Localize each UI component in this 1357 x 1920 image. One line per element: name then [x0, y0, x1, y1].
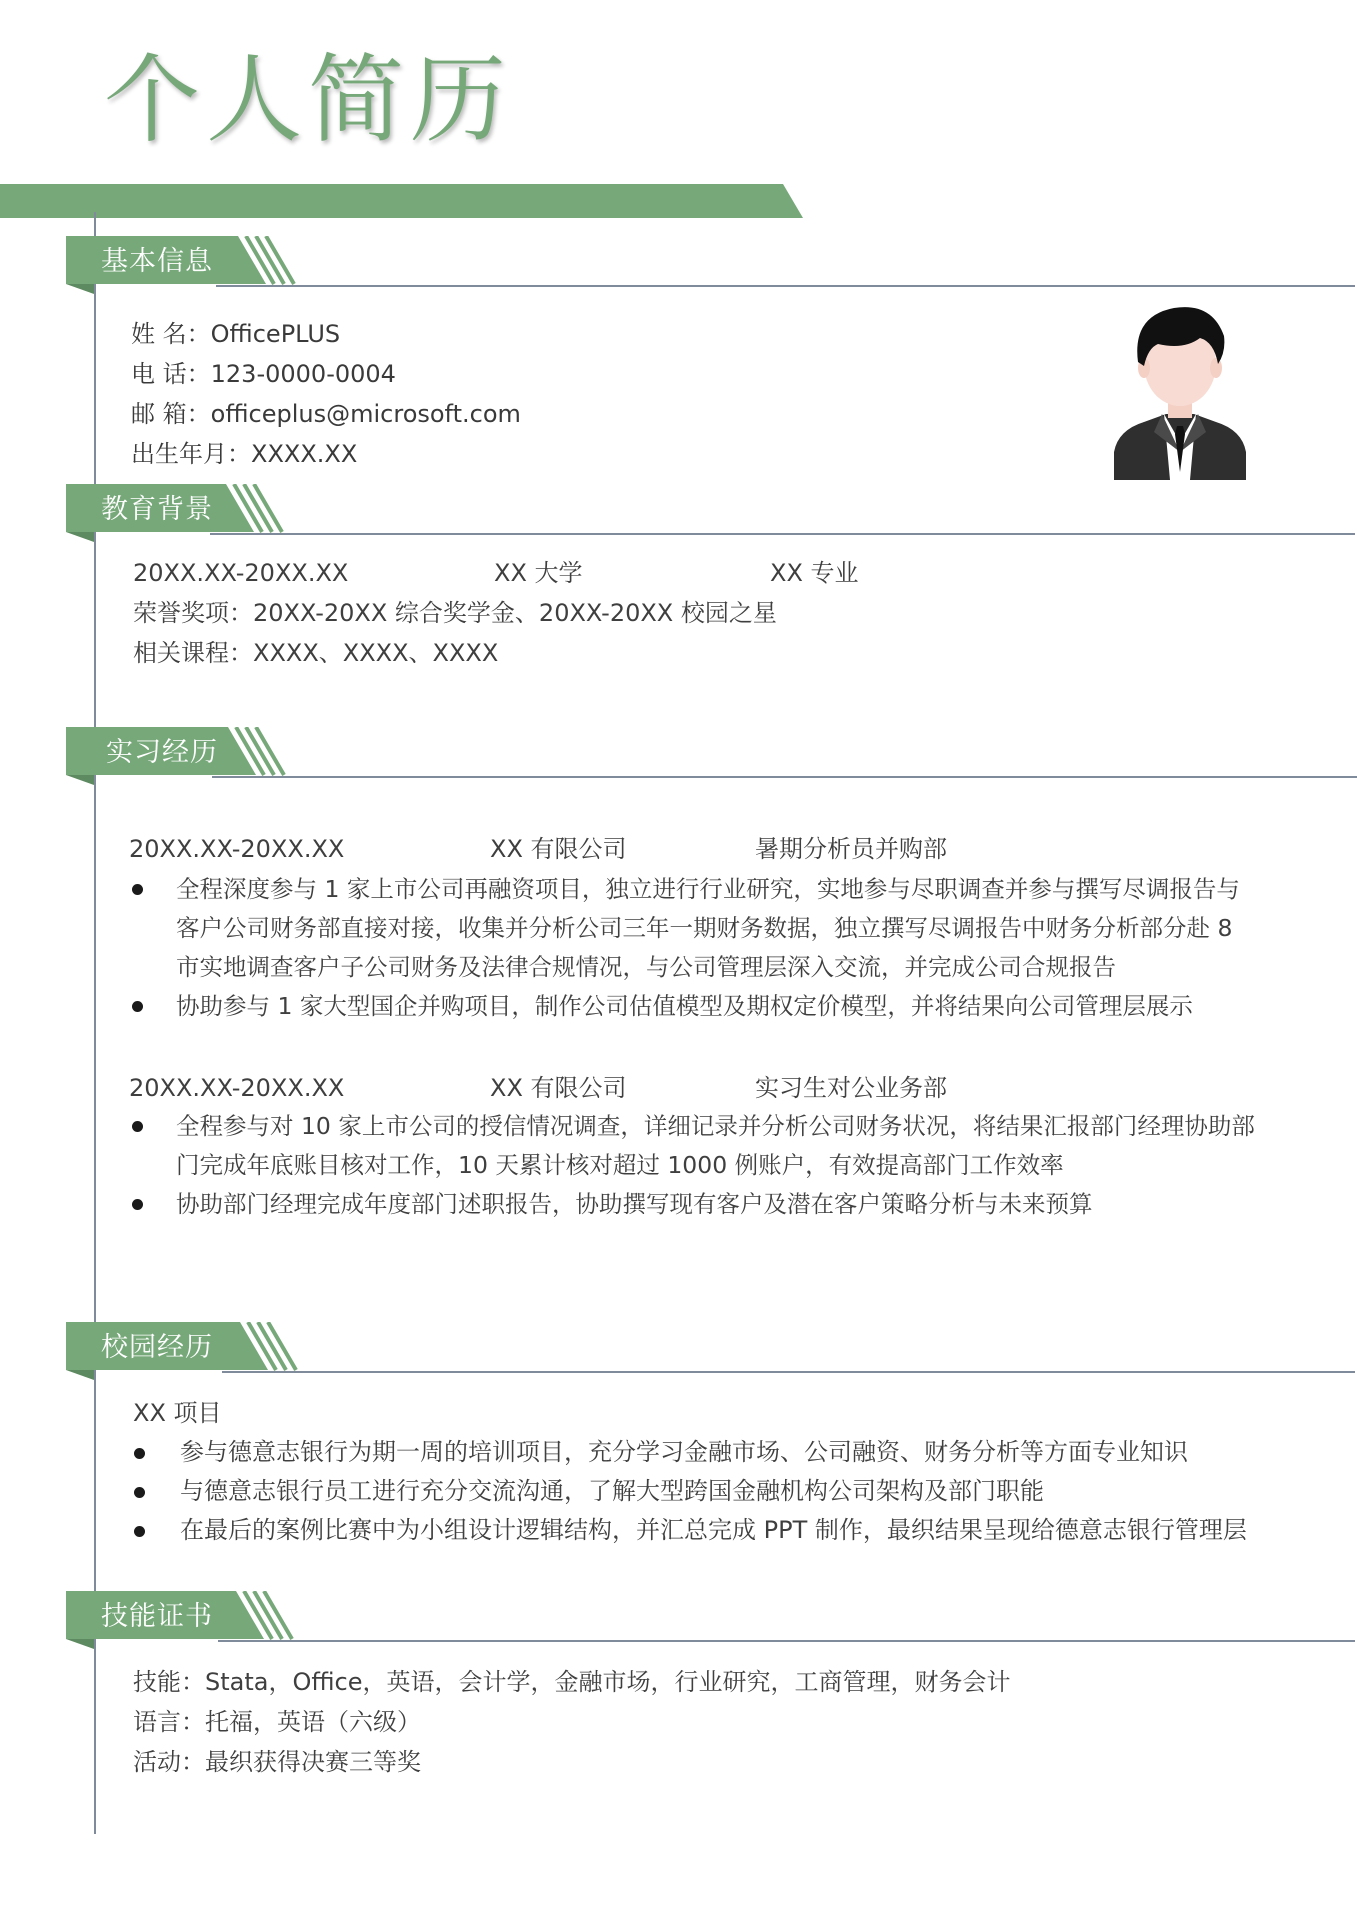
email-label: 邮 箱：: [131, 400, 211, 428]
info-phone-row: [131, 354, 396, 390]
birth-value: XXXX.XX: [251, 440, 358, 468]
phone-label: 电 话：: [131, 360, 211, 388]
top-accent-bar: [0, 184, 820, 220]
section-title: 校园经历: [101, 1332, 213, 1363]
skills-activities: 活动：最织获得决赛三等奖: [133, 1748, 421, 1776]
internship-role: 暑期分析员并购部: [755, 835, 947, 863]
internship-bullet: 全程参与对 10 家上市公司的授信情况调查，详细记录并分析公司财务状况，将结果汇报部门经理协助部门完成年底账目核对工作，10 天累计核对超过 1000 例账户，有效提高部门工作效率: [176, 1112, 1255, 1179]
internship-bullet: 全程深度参与 1 家上市公司再融资项目，独立进行行业研究，实地参与尽职调查并参与撰写尽调报告与客户公司财务部直接对接，收集并分析公司三年一期财务数据，独立撰写尽调报告中财务分析部分赴 8 市实地调查客户子公司财务及法律合规情况，与公司管理层深入交流，并完成公司合规报告: [176, 875, 1240, 981]
section-title: 教育背景: [101, 494, 213, 525]
campus-project: XX 项目: [133, 1399, 222, 1427]
bullet-dot: [134, 1487, 145, 1498]
person-avatar-icon: [1114, 302, 1246, 480]
info-birth-row: [131, 434, 357, 470]
skills-languages: 语言：托福，英语（六级）: [133, 1708, 421, 1736]
bullet-dot: [132, 1199, 143, 1210]
email-value: officeplus@microsoft.com: [210, 400, 521, 428]
bullet-dot: [132, 1121, 143, 1132]
section-rule: [218, 1640, 1355, 1642]
name-value: OfficePLUS: [210, 320, 341, 348]
birth-label: 出生年月：: [131, 440, 251, 468]
section-rule: [212, 776, 1357, 778]
section-header-skills: [66, 1591, 1296, 1651]
info-name-row: [131, 314, 340, 350]
section-rule: [210, 533, 1355, 535]
education-courses: 相关课程：XXXX、XXXX、XXXX: [133, 639, 499, 667]
education-honors: 荣誉奖项：20XX-20XX 综合奖学金、20XX-20XX 校园之星: [133, 599, 777, 627]
bullet-dot: [132, 1001, 143, 1012]
section-title: 实习经历: [106, 737, 218, 768]
internship-period: 20XX.XX-20XX.XX: [129, 835, 345, 863]
section-header-campus: [66, 1322, 1296, 1382]
education-school: XX 大学: [494, 559, 583, 587]
internship-bullet: 协助参与 1 家大型国企并购项目，制作公司估值模型及期权定价模型，并将结果向公司管理层展示: [176, 992, 1193, 1020]
campus-bullet: 参与德意志银行为期一周的培训项目，充分学习金融市场、公司融资、财务分析等方面专业知识: [180, 1438, 1188, 1466]
section-title: 基本信息: [101, 246, 213, 277]
bullet-dot: [132, 884, 143, 895]
section-title: 技能证书: [101, 1601, 213, 1632]
section-header-internship: [66, 727, 1296, 787]
phone-value: 123-0000-0004: [210, 360, 396, 388]
campus-bullet: 在最后的案例比赛中为小组设计逻辑结构，并汇总完成 PPT 制作，最织结果呈现给德意志银行管理层: [180, 1516, 1247, 1544]
internship-company: XX 有限公司: [490, 1074, 627, 1102]
internship-role: 实习生对公业务部: [755, 1074, 947, 1102]
internship-company: XX 有限公司: [490, 835, 627, 863]
page-title: 个人简历: [104, 44, 512, 156]
info-email-row: [131, 394, 521, 430]
skills-skills: 技能：Stata，Office，英语，会计学，金融市场，行业研究，工商管理，财务会计: [133, 1668, 1011, 1696]
internship-bullet: 协助部门经理完成年度部门述职报告，协助撰写现有客户及潜在客户策略分析与未来预算: [176, 1190, 1093, 1218]
section-rule: [222, 1371, 1355, 1373]
section-header-education: [66, 484, 1296, 544]
campus-bullet: 与德意志银行员工进行充分交流沟通，了解大型跨国金融机构公司架构及部门职能: [180, 1477, 1044, 1505]
internship-period: 20XX.XX-20XX.XX: [129, 1074, 345, 1102]
section-header-basic: [66, 236, 1296, 296]
name-label: 姓 名：: [131, 320, 211, 348]
bullet-dot: [134, 1526, 145, 1537]
section-rule: [216, 285, 1355, 287]
education-period: 20XX.XX-20XX.XX: [133, 559, 349, 587]
bullet-dot: [134, 1448, 145, 1459]
education-major: XX 专业: [770, 559, 859, 587]
